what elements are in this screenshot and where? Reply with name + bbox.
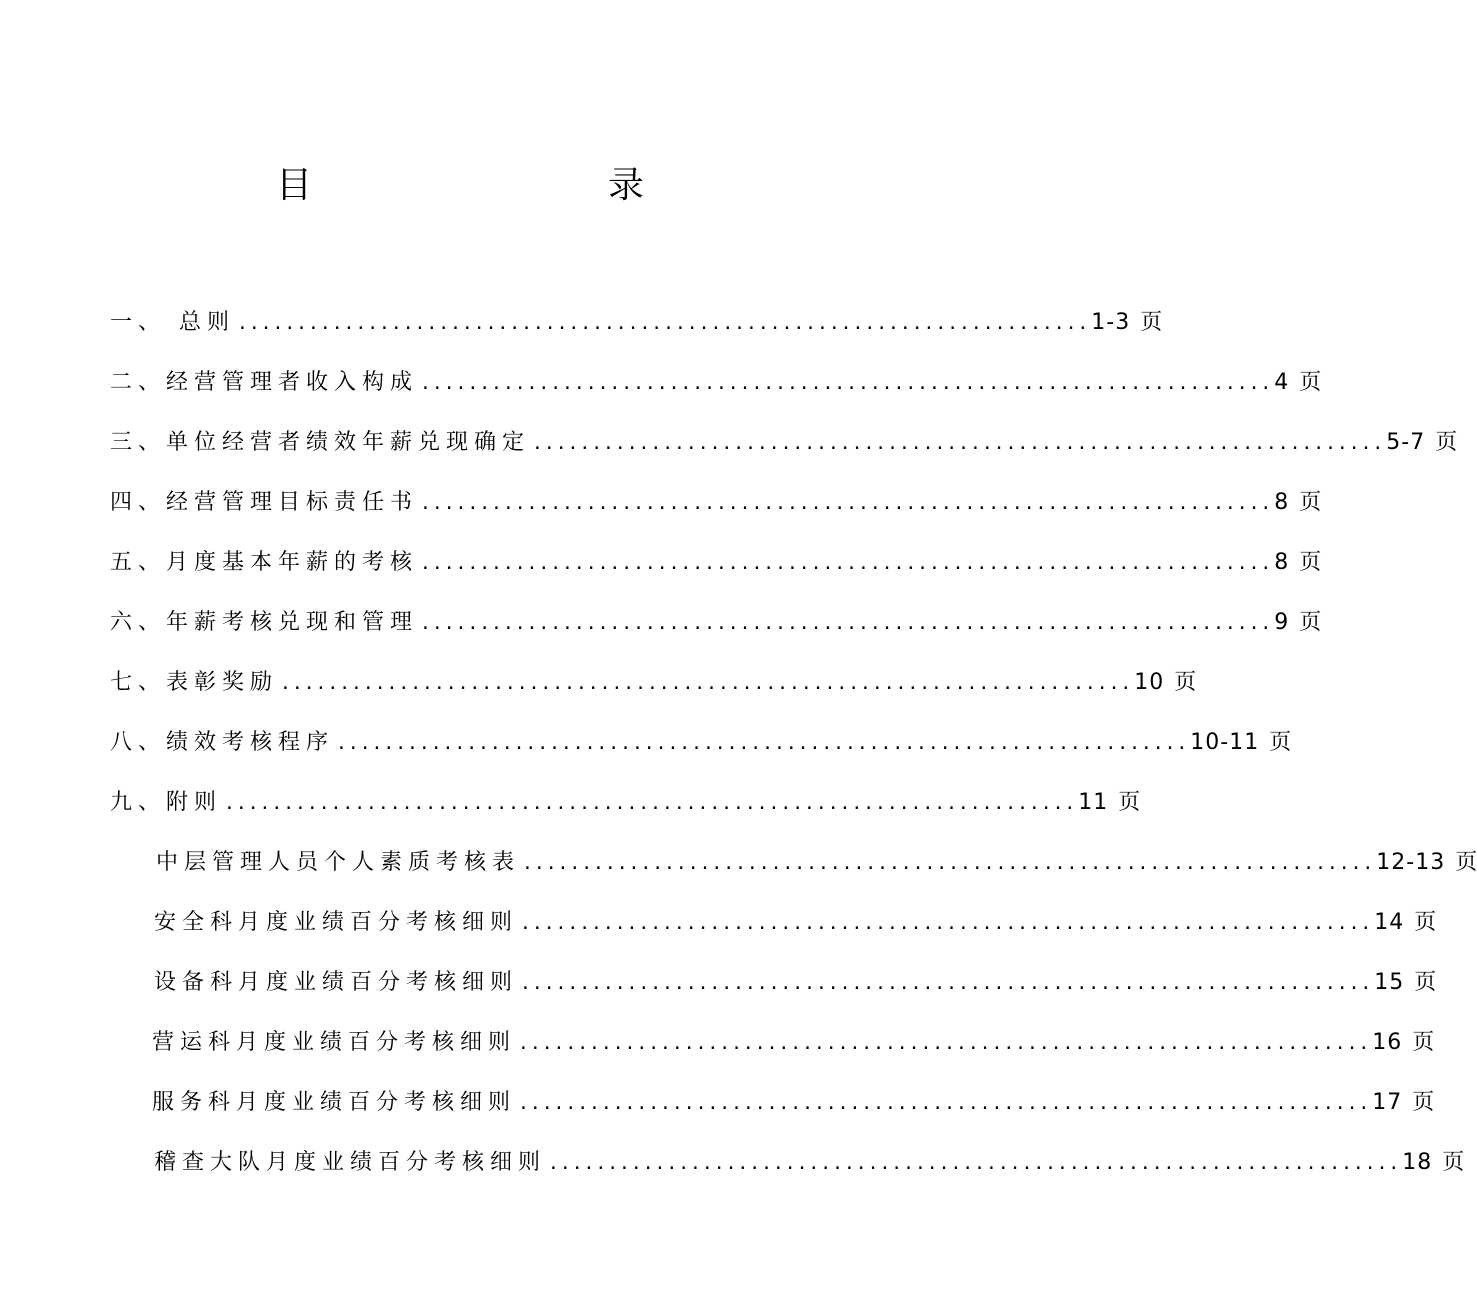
toc-entry-unit: 页 <box>1299 610 1322 635</box>
toc-entry-page: 10 <box>1134 670 1165 695</box>
toc-entry[interactable] <box>110 368 1322 398</box>
toc-entry-unit: 页 <box>1299 370 1322 395</box>
toc-entry[interactable] <box>110 608 1322 638</box>
toc-leader-dots: ........................................................................ <box>280 673 1133 694</box>
toc-entry-page: 1-3 <box>1091 310 1131 335</box>
toc-entry-page: 17 <box>1372 1090 1403 1115</box>
toc-leader-dots: ........................................................................ <box>520 973 1373 994</box>
toc-entry-label: 七、表彰奖励 <box>110 670 279 695</box>
toc-entry-page: 14 <box>1374 910 1405 935</box>
toc-entry-unit: 页 <box>1414 910 1437 935</box>
toc-entry-page: 5-7 <box>1386 430 1426 455</box>
toc-entry-label: 八、绩效考核程序 <box>110 730 335 755</box>
toc-title-char-2: 录 <box>608 165 645 206</box>
toc-entry-label: 三、单位经营者绩效年薪兑现确定 <box>110 430 531 455</box>
toc-leader-dots: ........................................................................ <box>420 553 1273 574</box>
toc-entry-page: 9 <box>1274 610 1290 635</box>
toc-entry[interactable] <box>110 548 1322 578</box>
toc-entry-unit: 页 <box>1299 550 1322 575</box>
toc-entry-page: 15 <box>1374 970 1405 995</box>
toc-entry-label: 稽查大队月度业绩百分考核细则 <box>154 1150 547 1175</box>
toc-entry-unit: 页 <box>1174 670 1197 695</box>
toc-entry-label: 安全科月度业绩百分考核细则 <box>154 910 519 935</box>
toc-entry-unit: 页 <box>1442 1150 1465 1175</box>
toc-subentry[interactable] <box>154 968 1437 998</box>
toc-entry-label: 营运科月度业绩百分考核细则 <box>152 1030 517 1055</box>
toc-entry[interactable] <box>110 668 1197 698</box>
toc-leader-dots: ........................................................................ <box>336 733 1189 754</box>
toc-leader-dots: ........................................................................ <box>532 433 1385 454</box>
toc-subentry[interactable] <box>156 848 1477 878</box>
toc-entry-page: 12-13 <box>1376 850 1446 875</box>
toc-entry-unit: 页 <box>1299 490 1322 515</box>
toc-leader-dots: ........................................................................ <box>224 793 1077 814</box>
toc-entry-label: 设备科月度业绩百分考核细则 <box>154 970 519 995</box>
toc-entry-label: 服务科月度业绩百分考核细则 <box>152 1090 517 1115</box>
toc-entry-page: 8 <box>1274 490 1290 515</box>
toc-entry-unit: 页 <box>1269 730 1292 755</box>
toc-leader-dots: ........................................................................ <box>522 853 1375 874</box>
toc-entry[interactable] <box>110 728 1292 758</box>
toc-title-char-1: 目 <box>276 165 313 206</box>
toc-entry-page: 4 <box>1274 370 1290 395</box>
toc-entry-unit: 页 <box>1412 1090 1435 1115</box>
toc-entry-unit: 页 <box>1118 790 1141 815</box>
toc-entry-page: 11 <box>1078 790 1109 815</box>
toc-entry-label: 九、附则 <box>110 790 223 815</box>
toc-leader-dots: ........................................................................ <box>548 1153 1401 1174</box>
toc-entry-unit: 页 <box>1412 1030 1435 1055</box>
toc-entry-label: 五、月度基本年薪的考核 <box>110 550 419 575</box>
toc-entry[interactable] <box>110 788 1141 818</box>
toc-leader-dots: ........................................................................ <box>237 313 1090 334</box>
toc-subentry[interactable] <box>154 908 1437 938</box>
toc-leader-dots: ........................................................................ <box>420 493 1273 514</box>
toc-entry-unit: 页 <box>1140 310 1163 335</box>
toc-entry-unit: 页 <box>1455 850 1477 875</box>
toc-leader-dots: ........................................................................ <box>420 613 1273 634</box>
toc-entry-label: 四、经营管理目标责任书 <box>110 490 419 515</box>
toc-entry-label: 六、年薪考核兑现和管理 <box>110 610 419 635</box>
toc-leader-dots: ........................................................................ <box>420 373 1273 394</box>
toc-entry-label: 二、经营管理者收入构成 <box>110 370 419 395</box>
toc-leader-dots: ........................................................................ <box>518 1093 1371 1114</box>
toc-subentry[interactable] <box>152 1028 1435 1058</box>
toc-entry-label: 一、 总则 <box>110 310 235 335</box>
toc-entry-page: 16 <box>1372 1030 1403 1055</box>
toc-entry[interactable] <box>110 488 1322 518</box>
toc-entry-page: 8 <box>1274 550 1290 575</box>
toc-entry-label: 中层管理人员个人素质考核表 <box>156 850 521 875</box>
toc-leader-dots: ........................................................................ <box>520 913 1373 934</box>
toc-leader-dots: ........................................................................ <box>518 1033 1371 1054</box>
toc-subentry[interactable] <box>154 1148 1465 1178</box>
toc-title <box>0 164 920 214</box>
toc-entry-unit: 页 <box>1435 430 1458 455</box>
toc-entry-unit: 页 <box>1414 970 1437 995</box>
toc-entry[interactable] <box>110 308 1163 338</box>
toc-entry-page: 18 <box>1402 1150 1433 1175</box>
toc-entry-page: 10-11 <box>1190 730 1260 755</box>
toc-entry[interactable] <box>110 428 1458 458</box>
toc-subentry[interactable] <box>152 1088 1435 1118</box>
